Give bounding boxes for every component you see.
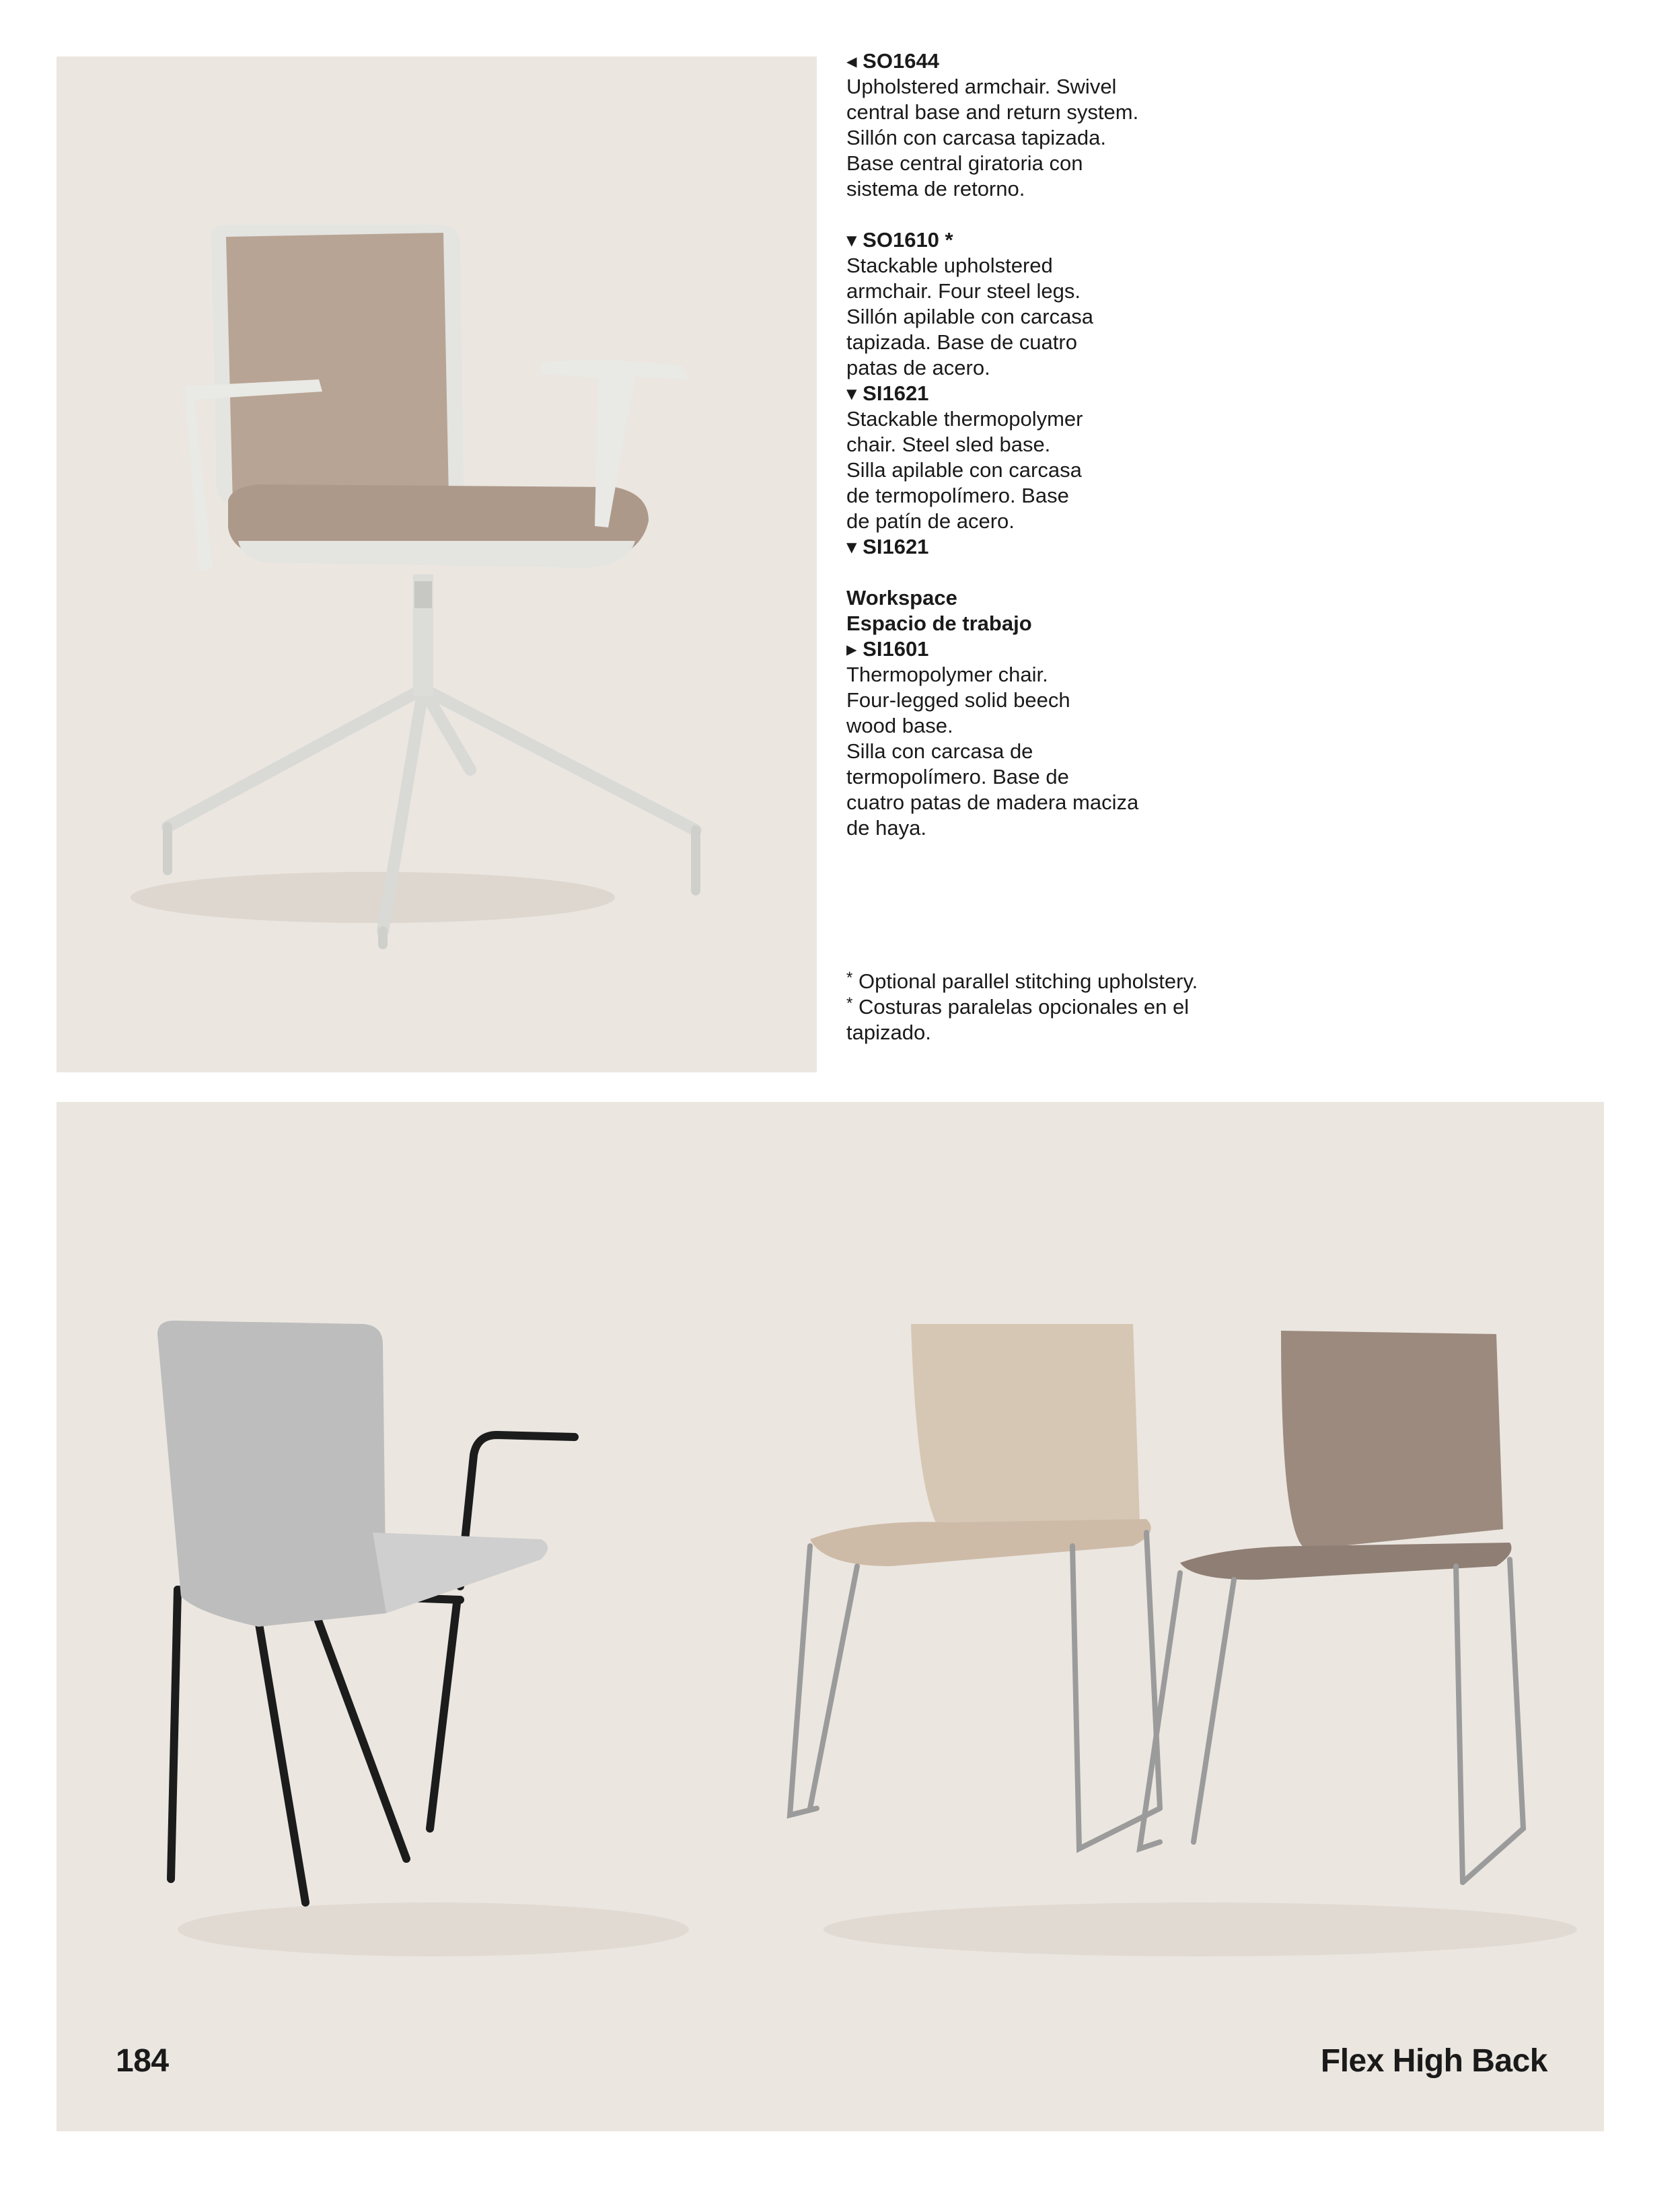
description-line: Silla con carcasa de — [846, 739, 1033, 763]
description-line: chair. Steel sled base. — [846, 433, 1051, 456]
footnote-mark: * — [846, 969, 853, 987]
description-line: wood base. — [846, 714, 953, 737]
description-line: armchair. Four steel legs. — [846, 279, 1081, 303]
grey-armchair — [157, 1321, 575, 1903]
footnote-es — [846, 994, 1223, 1045]
swivel-armchair-illustration — [57, 57, 817, 1072]
sand-chair — [790, 1324, 1160, 1849]
collection-title: Flex High Back — [1320, 2043, 1547, 2079]
description-line: central base and return system. — [846, 100, 1139, 124]
footnote-en — [846, 969, 1223, 994]
description-line: Four-legged solid beech — [846, 688, 1070, 712]
description-line: Sillón con carcasa tapizada. — [846, 126, 1107, 149]
product-code: ▾ SI1621 — [846, 381, 929, 405]
description-line: Base central giratoria con — [846, 151, 1083, 175]
description-si1621-repeat — [846, 534, 1223, 560]
description-line: patas de acero. — [846, 356, 990, 379]
description-line: Sillón apilable con carcasa — [846, 305, 1094, 328]
taupe-chair — [1140, 1331, 1523, 1882]
footnote-line: Costuras paralelas — [858, 995, 1033, 1019]
chairs-group-illustration — [57, 1102, 1604, 2131]
description-line: Thermopolymer chair. — [846, 663, 1048, 686]
product-descriptions — [846, 48, 1223, 841]
description-line: de patín de acero. — [846, 509, 1015, 533]
description-line: cuatro patas de madera maciza — [846, 790, 1139, 814]
description-so1644 — [846, 48, 1223, 202]
product-code: ◂ SO1644 — [846, 49, 939, 73]
page-number: 184 — [116, 2043, 169, 2079]
footnote-line: Optional parallel — [858, 969, 1009, 993]
description-line: de haya. — [846, 816, 926, 840]
description-line: Silla apilable con carcasa — [846, 458, 1082, 482]
description-line: tapizada. Base de cuatro — [846, 330, 1077, 354]
description-line: sistema de retorno. — [846, 177, 1025, 200]
product-code: ▸ SI1601 — [846, 637, 929, 661]
product-photo-swivel-armchair — [57, 57, 817, 1072]
description-line: termopolímero. Base de — [846, 765, 1069, 788]
description-line: Stackable thermopolymer — [846, 407, 1083, 431]
product-photo-chairs-group — [57, 1102, 1604, 2131]
description-line: Stackable upholstered — [846, 254, 1053, 277]
description-line: de termopolímero. Base — [846, 484, 1069, 507]
description-line: Upholstered armchair. Swivel — [846, 75, 1117, 98]
footnote-line: stitching upholstery. — [1015, 969, 1198, 993]
product-code: ▾ SI1621 — [846, 535, 929, 558]
product-code: ▾ SO1610 * — [846, 228, 953, 252]
workspace-heading: Workspace — [846, 586, 957, 610]
description-so1610 — [846, 227, 1223, 381]
workspace-section — [846, 585, 1223, 841]
description-si1621 — [846, 381, 1223, 534]
footnotes — [846, 969, 1223, 1045]
workspace-heading-es: Espacio de trabajo — [846, 612, 1032, 635]
footnote-line: opcionales en el tapizado. — [846, 995, 1190, 1044]
footnote-mark: * — [846, 994, 853, 1012]
